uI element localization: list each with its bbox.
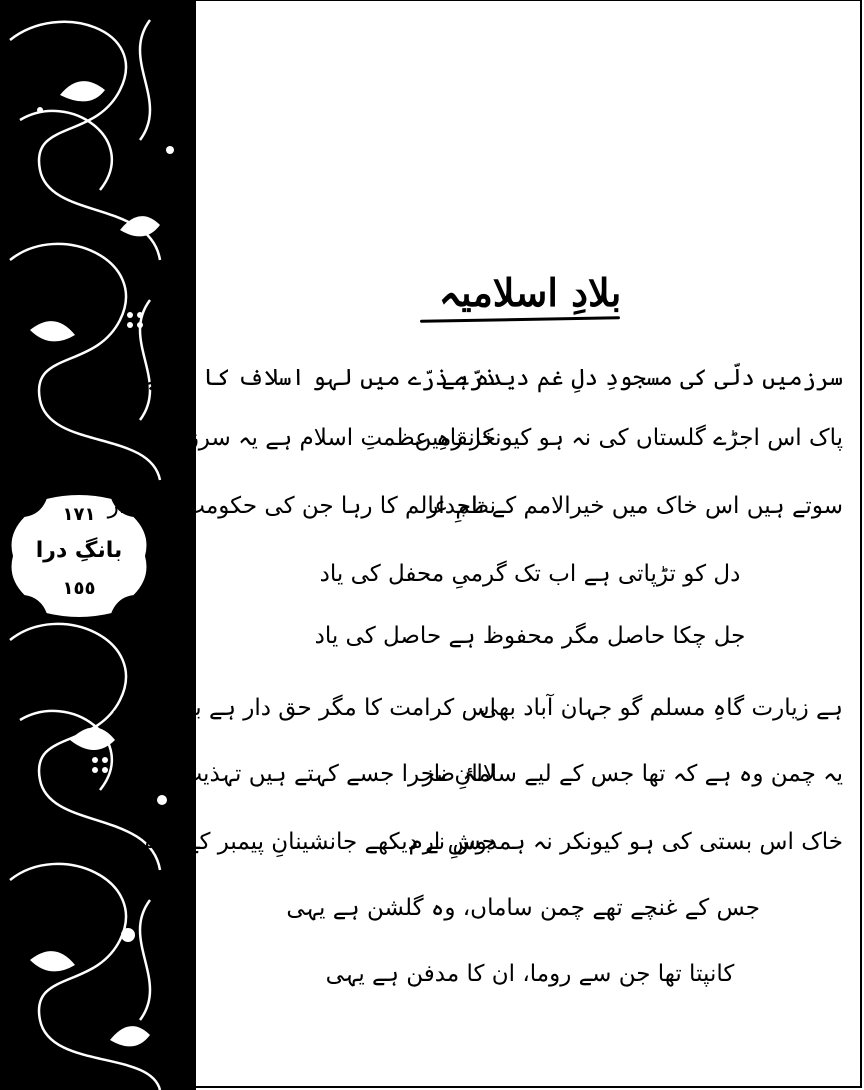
couplet-3-right: سوتے ہیں اس خاک میں خیرالامم کے تاجدار [427, 493, 843, 519]
couplet-5-right: یہ چمن وہ ہے کہ تھا جس کے لیے سامانِ ناز [422, 761, 843, 787]
poem-title: بلادِ اسلامیہ [438, 270, 622, 315]
couplet-1-left: ذرّے ذرّے میں لہو اسلاف کا خوابیدہ ہے [67, 365, 496, 391]
couplet-3-left: نظمِ عالم کا رہا جن کی حکومت پر مدار [107, 493, 496, 519]
couplet-6-right: خاک اس بستی کی ہو کیونکر نہ ہمدوشِ ارم [408, 829, 843, 855]
couplet-6-left: جس نے دیکھے جانشینانِ پیمبر کے قدم [141, 829, 496, 855]
couplet-4-left: اس کرامت کا مگر حق دار ہے بغداد بھی [111, 695, 496, 721]
couplet-1-right: سرزمیں دلّی کی مسجودِ دلِ غم دیدہ ہے [441, 365, 843, 391]
page-end-number: ١٥٥ [62, 578, 96, 599]
center-line-3: جس کے غنچے تھے چمن ساماں، وہ گلشن ہے یہی [286, 895, 760, 921]
page-start-number: ١٧١ [62, 504, 96, 525]
couplet-5-left: لالۂ صحرا جسے کہتے ہیں تہذیبِ حجاز [125, 761, 496, 787]
center-line-2: جل چکا حاصل مگر محفوظ ہے حاصل کی یاد [314, 623, 746, 649]
center-line-1: دل کو تڑپاتی ہے اب تک گرمیِ محفل کی یاد [319, 561, 741, 587]
book-title: بانگِ درا [35, 538, 123, 563]
couplet-2-right: پاک اس اجڑے گلستاں کی نہ ہو کیونکر زمیں [414, 425, 843, 451]
couplet-2-left: خانقاہِ عظمتِ اسلام ہے یہ سرزمیں [150, 425, 496, 451]
ornamental-border [0, 0, 196, 1090]
center-line-4: کانپتا تھا جن سے روما، ان کا مدفن ہے یہی [325, 961, 735, 987]
couplet-4-right: ہے زیارت گاہِ مسلم گو جہان آباد بھی [479, 695, 843, 721]
